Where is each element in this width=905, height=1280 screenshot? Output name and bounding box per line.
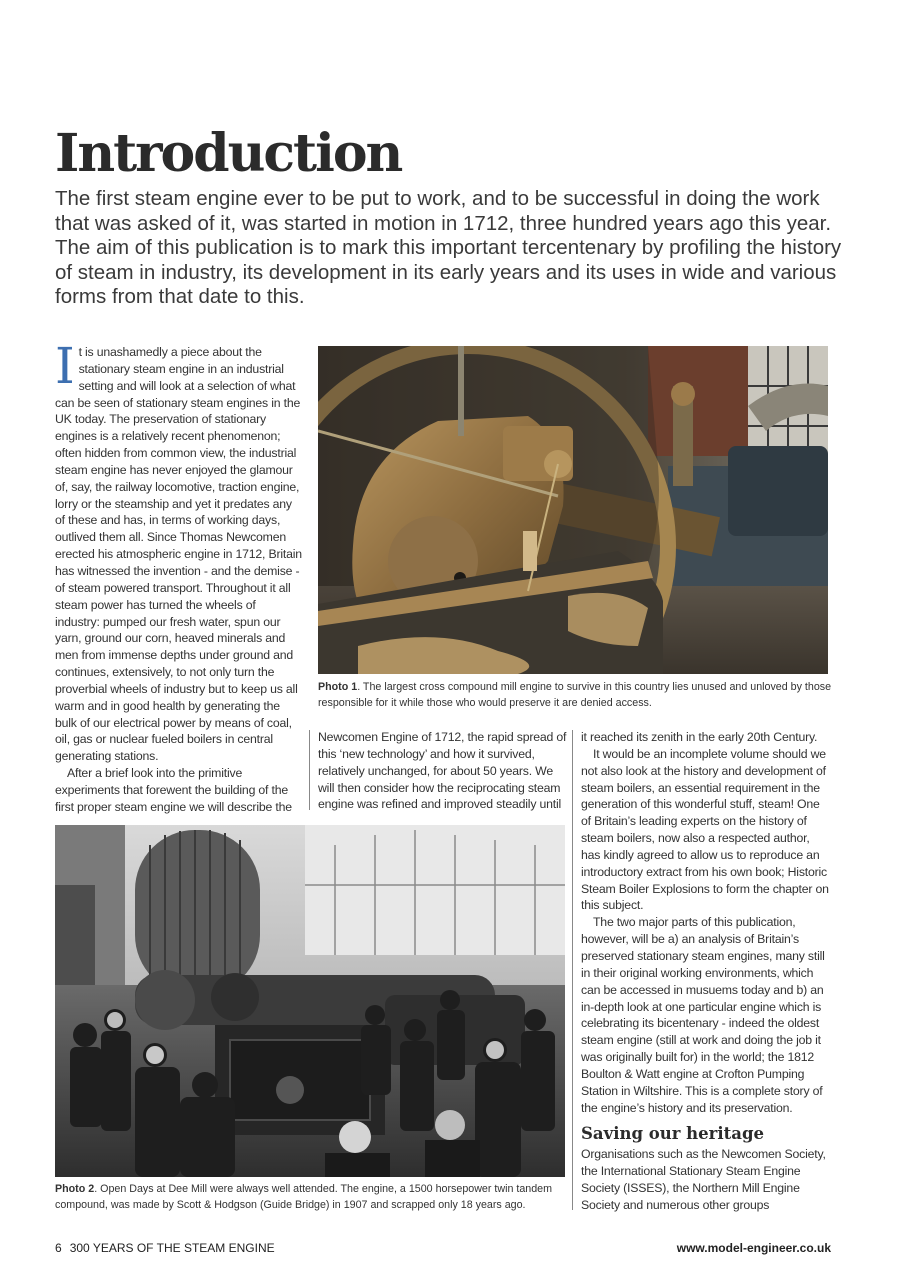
paragraph-intro-text: t is unashamedly a piece about the stationary steam engine in an industrial setting and will look at a selection of what can be seen of stationary steam engines in the UK today. The preservation of stationary engines is a relatively recent phenomenon; often hidden from common view, the industrial steam engine has never enjoyed the glamour of, say, the railway locomotive, traction engine, lorry or the steamship and yet it predates any of these and has, in terms of working days, outlived them all. Since Thomas Newcomen erected his atmospheric engine in 1712, Britain has witnessed the invention - and the demise - of steam powered transport. Throughout it all steam power has turned the wheels of industry: pumped our fresh water, spun our yarn, ground our corn, heaved minerals and men from immense depths under ground and continues, extensively, to not only turn the proverbial wheels of industry but to keep us all warm and in good health by generating the bulk of our electrical power by means of coal, oil, gas or nuclear fueled boilers in central generating stations. bbox=[55, 345, 302, 764]
photo-1-mill-engine bbox=[318, 346, 828, 674]
section-subheading: Saving our heritage bbox=[581, 1124, 764, 1144]
paragraph-5: Organisations such as the Newcomen Society, the International Stationary Steam Engine Society (ISSES), the Northern Mill Engine Society and numerous other groups bbox=[581, 1147, 826, 1212]
photo-2-illustration bbox=[55, 825, 565, 1177]
photo-2-caption-text: . Open Days at Dee Mill were always well attended. The engine, a 1500 horsepower twin tandem compound, was made by Scott & Hodgson (Guide Bridge) in 1907 and scrapped only 18 years ago. bbox=[55, 1183, 553, 1212]
body-column-1 bbox=[55, 337, 302, 816]
body-column-2 bbox=[318, 729, 568, 813]
paragraph-2-continued: Newcomen Engine of 1712, the rapid spread of this ‘new technology’ and how it survived, relatively unchanged, for about 50 years. We will then consider how the reciprocating steam engine was refined and improved steadily until bbox=[318, 730, 567, 812]
publication-title: 300 YEARS OF THE STEAM ENGINE bbox=[69, 1241, 275, 1255]
drop-cap: I bbox=[55, 337, 75, 395]
column-divider-3 bbox=[572, 730, 573, 1210]
paragraph-intro bbox=[55, 337, 302, 765]
paragraph-4: The two major parts of this publication, however, will be a) an analysis of Britain’s preserved stationary steam engines, many still in their original working environments, which can be accessed in musuems today and b) an in-depth look at one particular engine which is celebrating its bicentenary - indeed the oldest steam engine (still at work and doing the job it was originally built for) in the world; the 1812 Boulton & Watt engine at Crofton Pumping Station in Wiltshire. This is a complete story of the engine’s history and its preservation. bbox=[581, 915, 825, 1115]
photo-2-label: Photo 2 bbox=[55, 1183, 95, 1195]
footer-left bbox=[55, 1241, 275, 1255]
paragraph-2-start: After a brief look into the primitive experiments that forewent the building of the first proper steam engine we will describe the bbox=[55, 766, 292, 814]
page-number: 6 bbox=[55, 1241, 62, 1255]
paragraph-2-end: it reached its zenith in the early 20th Century. bbox=[581, 730, 818, 744]
photo-2-caption bbox=[55, 1181, 570, 1214]
page-title: Introduction bbox=[55, 123, 402, 184]
photo-1-caption-text: . The largest cross compound mill engine to survive in this country lies unused and unloved by those responsible for it while those who would preserve it are denied access. bbox=[318, 681, 832, 710]
photo-2-open-day bbox=[55, 825, 565, 1177]
column-divider-2 bbox=[309, 730, 310, 810]
photo-1-caption bbox=[318, 679, 833, 712]
photo-1-label: Photo 1 bbox=[318, 681, 358, 693]
photo-1-illustration bbox=[318, 346, 828, 674]
paragraph-3: It would be an incomplete volume should we not also look at the history and development of steam boilers, an essential requirement in the generation of this wonderful stuff, steam! One of Britain’s leading experts on the history of steam boilers, now also a respected author, has kindly agreed to allow us to reproduce an introductory extract from his own book; Historic Steam Boiler Explosions to form the chapter on this subject. bbox=[581, 746, 829, 913]
body-column-3 bbox=[581, 729, 831, 1214]
footer-website[interactable]: www.model-engineer.co.uk bbox=[676, 1241, 831, 1255]
standfirst: The first steam engine ever to be put to work, and to be successful in doing the work that was asked of it, was started in motion in 1712, three hundred years ago this year. The aim of this publication is to mark this important tercentenary by profiling the history of steam in industry, its development in its early years and its uses in wide and various forms from that date to this. bbox=[55, 187, 842, 309]
